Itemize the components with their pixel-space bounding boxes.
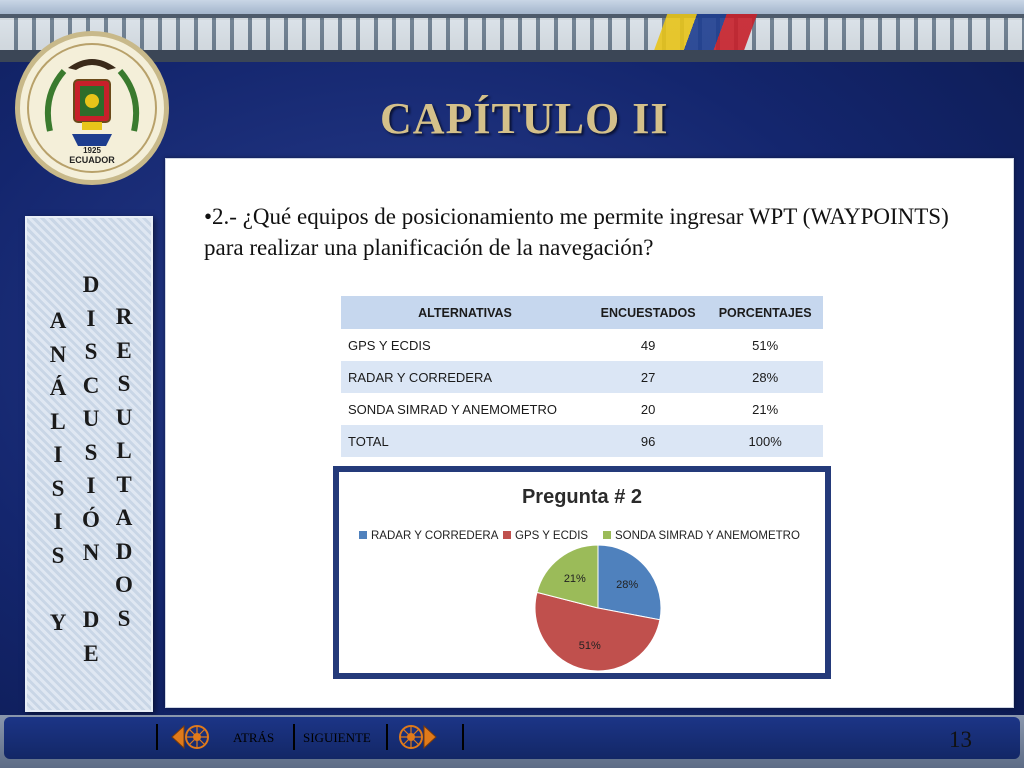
cell-porcentaje: 100% (707, 425, 823, 457)
seal-country: ECUADOR (69, 155, 115, 165)
legend-label: SONDA SIMRAD Y ANEMOMETRO (615, 530, 800, 542)
divider (386, 724, 388, 750)
side-letter: I (53, 509, 63, 534)
cell-alternativa: GPS Y ECDIS (341, 329, 589, 361)
side-letter: C (82, 372, 100, 398)
question-text: •2.- ¿Qué equipos de posicionamiento me permite ingresar WPT (WAYPOINTS) para realizar una planificación de la navegación? (204, 204, 949, 260)
side-letter: E (116, 337, 132, 363)
pie-data-label-2: 21% (563, 573, 586, 586)
side-letter: E (83, 640, 99, 666)
table-header-row (341, 296, 823, 329)
table-row (341, 393, 823, 425)
cell-porcentaje: 21% (707, 393, 823, 425)
cell-encuestados: 20 (589, 393, 707, 425)
next-link[interactable]: SIGUIENTE (303, 730, 371, 745)
table-row (341, 361, 823, 393)
seal-year: 1925 (83, 146, 101, 155)
ecuador-navy-seal-logo (15, 31, 169, 185)
pie-data-label-0: 28% (616, 578, 639, 591)
column-header-encuestados: ENCUESTADOS (589, 296, 707, 329)
side-letter: A (115, 505, 133, 530)
side-letter: I (53, 442, 63, 467)
side-column-analisis (43, 304, 73, 639)
side-letter: Á (49, 375, 67, 400)
table-row-total (341, 425, 823, 457)
footer-nav-bar (4, 717, 1020, 759)
side-letter: U (115, 404, 133, 430)
cell-alternativa: TOTAL (341, 425, 589, 457)
divider (156, 724, 158, 750)
side-letter: A (49, 308, 67, 333)
side-letter: S (84, 339, 98, 364)
cell-encuestados: 27 (589, 361, 707, 393)
chart-title: Pregunta # 2 (521, 486, 643, 508)
divider (462, 724, 464, 750)
side-letter: S (117, 371, 131, 396)
side-column-discusion-de (76, 268, 106, 670)
column-header-porcentajes: PORCENTAJES (707, 296, 823, 329)
side-letter: O (115, 572, 133, 597)
divider (293, 724, 295, 750)
side-letter (43, 572, 73, 606)
table-row (341, 329, 823, 361)
side-letter: L (50, 408, 66, 434)
cell-porcentaje: 28% (707, 361, 823, 393)
side-letter: I (86, 305, 96, 331)
side-letter: D (115, 538, 133, 564)
side-letter (76, 570, 106, 604)
side-letter: T (116, 471, 132, 497)
side-letter: N (82, 540, 100, 565)
back-arrow-icon[interactable] (170, 720, 210, 754)
pie-chart (339, 472, 825, 673)
side-letter: U (82, 406, 100, 431)
results-table (341, 296, 823, 457)
pie-chart-frame (333, 466, 831, 679)
cell-encuestados: 49 (589, 329, 707, 361)
side-letter: Ó (82, 506, 100, 532)
side-letter: S (51, 475, 65, 501)
content-card (165, 158, 1014, 708)
page-number: 13 (949, 727, 972, 752)
side-letter: S (84, 439, 98, 465)
cell-encuestados: 96 (589, 425, 707, 457)
back-link[interactable]: ATRÁS (233, 730, 275, 745)
column-header-alternativas: ALTERNATIVAS (341, 296, 589, 329)
side-letter: S (117, 605, 131, 631)
side-letter: R (115, 304, 133, 329)
side-letter: N (49, 341, 67, 367)
side-letter: D (82, 607, 100, 632)
next-arrow-icon[interactable] (398, 720, 438, 754)
cell-alternativa: RADAR Y CORREDERA (341, 361, 589, 393)
cell-porcentaje: 51% (707, 329, 823, 361)
side-letter: I (86, 473, 96, 498)
page-title: CAPÍTULO II (380, 94, 669, 143)
side-letter: L (116, 438, 132, 463)
pie-data-label-1: 51% (578, 639, 601, 652)
legend-label: GPS Y ECDIS (515, 530, 589, 542)
footer (0, 715, 1024, 768)
cell-alternativa: SONDA SIMRAD Y ANEMOMETRO (341, 393, 589, 425)
side-column-resultados (109, 300, 139, 635)
side-vertical-title (25, 216, 153, 712)
side-letter: S (51, 542, 65, 568)
legend-label: RADAR Y CORREDERA (371, 530, 499, 542)
side-letter: Y (49, 609, 67, 635)
side-letter: D (82, 272, 100, 297)
